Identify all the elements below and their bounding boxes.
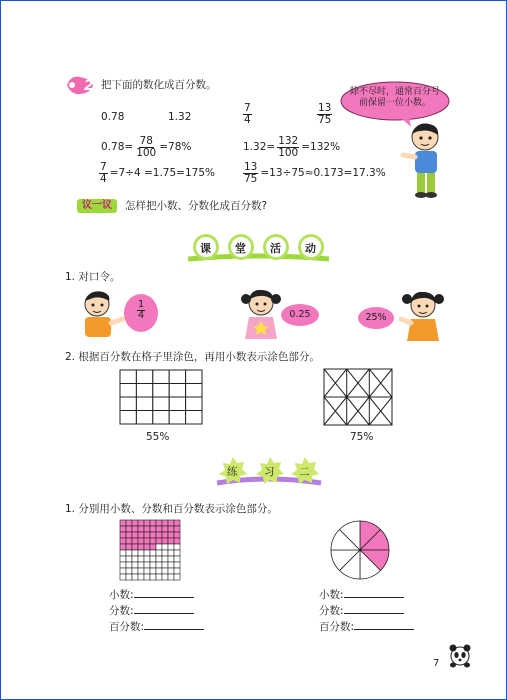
grid-cell-shaded: [150, 538, 156, 544]
grid-cell: [120, 550, 126, 556]
grid-cell: [169, 397, 185, 411]
frac-den: 75: [318, 113, 332, 126]
grid-cell: [138, 574, 144, 580]
grid-cell: [138, 556, 144, 562]
discuss-text: 怎样把小数、分数化成百分数?: [125, 199, 268, 212]
grid-cell: [150, 550, 156, 556]
grid-cell: [136, 397, 152, 411]
grid-cell: [153, 384, 169, 398]
grid-cell-shaded: [126, 526, 132, 532]
grid-cell: [162, 556, 168, 562]
answer-blank[interactable]: [144, 620, 204, 630]
grid-cell: [156, 556, 162, 562]
banner-char: 习: [264, 466, 275, 478]
banner-char: 课: [200, 242, 211, 255]
grid-cell-shaded: [174, 526, 180, 532]
grid-cell: [144, 574, 150, 580]
grid-cell: [156, 544, 162, 550]
activity-item-1: 1. 对口令。: [65, 271, 121, 283]
frac-num: 13: [318, 102, 332, 114]
grid-cell-shaded: [168, 526, 174, 532]
grid-cell: [136, 411, 152, 425]
grid-cell-shaded: [168, 532, 174, 538]
grid-cell: [156, 574, 162, 580]
kid-girl2-illustration: [399, 289, 447, 347]
expr: 0.78=: [101, 140, 134, 153]
q2-solution-2: [243, 136, 340, 158]
grid-cell-shaded: [132, 520, 138, 526]
expr: =78%: [159, 140, 192, 153]
grid-cell: [174, 556, 180, 562]
grid-cell-shaded: [120, 526, 126, 532]
grid-cell-shaded: [138, 526, 144, 532]
frac-den: 4: [137, 310, 145, 321]
grid-cell-shaded: [174, 538, 180, 544]
grid-cell: [168, 568, 174, 574]
grid-cell-shaded: [132, 538, 138, 544]
grid-cell-shaded: [150, 544, 156, 550]
grid-cell-shaded: [132, 544, 138, 550]
discuss-tag: 议一议: [77, 199, 117, 213]
speech-text: 除不尽时，通常百分号前保留一位小数。: [349, 87, 440, 109]
frac-den: 100: [278, 146, 299, 159]
grid-cell: [156, 562, 162, 568]
grid-cell: [144, 568, 150, 574]
grid-cell: [126, 550, 132, 556]
grid-cell: [174, 562, 180, 568]
grid-cell: [150, 562, 156, 568]
grid-cell: [162, 550, 168, 556]
grid-cell: [126, 574, 132, 580]
grid-cell: [150, 568, 156, 574]
grid-cell: [120, 397, 136, 411]
kid-boy-illustration: [77, 289, 127, 345]
label-75: 75%: [350, 431, 374, 443]
bubble-percent-text: 25%: [365, 312, 387, 323]
grid-cell: [168, 562, 174, 568]
grid-cell-shaded: [144, 520, 150, 526]
grid-cell: [169, 370, 185, 384]
grid-cell-shaded: [138, 544, 144, 550]
grid-cell-shaded: [144, 538, 150, 544]
frac-num: 7: [244, 102, 251, 114]
speech-bubble: [339, 81, 451, 121]
grid-cell-shaded: [144, 526, 150, 532]
answer-label: 百分数:: [319, 621, 355, 633]
grid-cell: [138, 550, 144, 556]
boy-illustration: [399, 121, 449, 203]
question-number-icon: [63, 73, 97, 97]
grid-cell: [138, 562, 144, 568]
bubble-decimal-text: 0.25: [289, 309, 311, 320]
grid-cell-shaded: [138, 520, 144, 526]
grid-cell: [168, 550, 174, 556]
grid-cell-shaded: [150, 520, 156, 526]
grid-cell: [174, 568, 180, 574]
hundred-grid: [119, 519, 181, 581]
answer-fraction-left: [109, 604, 194, 618]
grid-cell-shaded: [162, 520, 168, 526]
grid-cell-shaded: [150, 532, 156, 538]
q2-item-2: 1.32: [168, 111, 192, 123]
grid-cell: [162, 544, 168, 550]
answer-blank[interactable]: [354, 620, 414, 630]
bubble-decimal: [280, 303, 320, 327]
grid-cell: [126, 562, 132, 568]
grid-cell: [150, 574, 156, 580]
q2-item-1: 0.78: [101, 111, 125, 123]
grid-cell: [138, 568, 144, 574]
banner-char: 堂: [235, 242, 246, 255]
grid-55: [119, 369, 203, 425]
grid-cell: [132, 568, 138, 574]
grid-cell-shaded: [156, 538, 162, 544]
grid-cell-shaded: [156, 526, 162, 532]
banner-char: 动: [305, 242, 316, 255]
grid-cell: [156, 550, 162, 556]
grid-cell: [153, 411, 169, 425]
grid-cell-shaded: [162, 532, 168, 538]
answer-label: 分数:: [319, 605, 344, 617]
frac-den: 4: [100, 172, 107, 185]
grid-cell: [144, 550, 150, 556]
grid-cell: [186, 397, 202, 411]
grid-cell-shaded: [156, 520, 162, 526]
frac-num: 78: [139, 135, 153, 147]
activity-banner: [186, 231, 331, 267]
q2-item-4: [317, 103, 332, 125]
grid-cell: [162, 562, 168, 568]
q2-solution-3: [99, 162, 215, 184]
frac-den: 100: [136, 146, 157, 159]
badge-number: 2: [84, 78, 94, 94]
grid-cell-shaded: [138, 538, 144, 544]
grid-cell-shaded: [168, 538, 174, 544]
grid-cell: [120, 411, 136, 425]
grid-cell: [162, 568, 168, 574]
q2-item-3: [243, 103, 252, 125]
answer-decimal-right: [319, 588, 404, 602]
grid-cell-shaded: [144, 532, 150, 538]
grid-cell-shaded: [132, 526, 138, 532]
grid-cell-shaded: [162, 526, 168, 532]
answer-blank[interactable]: [344, 588, 404, 598]
practice-banner: [213, 453, 323, 493]
grid-cell: [169, 411, 185, 425]
expr: =13÷75≈0.173=17.3%: [260, 166, 386, 179]
grid-cell: [168, 556, 174, 562]
answer-percent-right: [319, 620, 414, 634]
grid-cell: [126, 556, 132, 562]
grid-cell: [120, 556, 126, 562]
banner-char: 二: [299, 466, 310, 478]
answer-label: 小数:: [319, 589, 344, 601]
banner-char: 活: [270, 242, 281, 255]
grid-cell: [156, 568, 162, 574]
frac-num: 1: [137, 299, 145, 310]
banner-char: 练: [227, 466, 238, 478]
grid-cell: [120, 574, 126, 580]
practice-item-1: 1. 分别用小数、分数和百分数表示涂色部分。: [65, 503, 278, 515]
grid-cell: [169, 384, 185, 398]
grid-cell-shaded: [174, 520, 180, 526]
expr: =7÷4 =1.75=175%: [109, 166, 215, 179]
grid-cell: [168, 574, 174, 580]
discuss-row: [77, 199, 267, 213]
grid-cell: [162, 574, 168, 580]
grid-cell: [136, 384, 152, 398]
answer-blank[interactable]: [134, 588, 194, 598]
grid-cell: [144, 556, 150, 562]
grid-cell: [132, 550, 138, 556]
grid-cell-shaded: [120, 538, 126, 544]
grid-cell: [168, 544, 174, 550]
grid-cell: [120, 370, 136, 384]
grid-cell-shaded: [126, 532, 132, 538]
expr: =132%: [301, 140, 341, 153]
grid-cell-shaded: [120, 532, 126, 538]
answer-blank[interactable]: [344, 604, 404, 614]
frac-den: 4: [244, 113, 251, 126]
grid-cell-shaded: [120, 544, 126, 550]
grid-cell-shaded: [156, 532, 162, 538]
grid-cell: [174, 550, 180, 556]
grid-cell-shaded: [126, 538, 132, 544]
grid-cell-shaded: [126, 520, 132, 526]
frac-num: 13: [244, 161, 258, 173]
answer-blank[interactable]: [134, 604, 194, 614]
grid-cell: [120, 562, 126, 568]
activity-item-2: 2. 根据百分数在格子里涂色，再用小数表示涂色部分。: [65, 351, 320, 363]
grid-cell-shaded: [144, 544, 150, 550]
grid-cell: [132, 556, 138, 562]
grid-cell-shaded: [168, 520, 174, 526]
grid-cell: [174, 574, 180, 580]
frac-num: 7: [100, 161, 107, 173]
answer-label: 百分数:: [109, 621, 145, 633]
grid-cell: [144, 562, 150, 568]
label-55: 55%: [146, 431, 170, 443]
square-75: [323, 368, 393, 426]
q2-prompt: 把下面的数化成百分数。: [101, 79, 217, 91]
expr: 1.32=: [243, 140, 276, 153]
grid-cell: [150, 556, 156, 562]
grid-cell-shaded: [126, 544, 132, 550]
grid-cell: [174, 544, 180, 550]
grid-cell: [186, 370, 202, 384]
grid-cell-shaded: [174, 532, 180, 538]
answer-percent-left: [109, 620, 204, 634]
page-number: 7: [433, 658, 440, 669]
grid-cell-shaded: [138, 532, 144, 538]
grid-cell: [132, 574, 138, 580]
grid-cell: [153, 397, 169, 411]
frac-den: 75: [244, 172, 258, 185]
grid-cell-shaded: [120, 520, 126, 526]
grid-cell-shaded: [132, 532, 138, 538]
grid-cell: [153, 370, 169, 384]
q2-solution-1: [101, 136, 191, 158]
frac-num: 132: [278, 135, 299, 147]
q2-solution-4: [243, 162, 386, 184]
grid-cell: [136, 370, 152, 384]
grid-cell-shaded: [162, 538, 168, 544]
answer-fraction-right: [319, 604, 404, 618]
grid-cell: [186, 411, 202, 425]
bubble-percent: [357, 306, 395, 330]
question-badge: [63, 73, 97, 101]
grid-cell: [120, 384, 136, 398]
grid-cell-shaded: [150, 526, 156, 532]
panda-icon: [447, 643, 473, 673]
bubble-fraction: [123, 293, 159, 333]
grid-cell: [120, 568, 126, 574]
answer-decimal-left: [109, 588, 194, 602]
grid-cell: [132, 562, 138, 568]
answer-label: 小数:: [109, 589, 134, 601]
pie-eighths: [329, 519, 391, 581]
grid-cell: [126, 568, 132, 574]
answer-label: 分数:: [109, 605, 134, 617]
grid-cell: [186, 384, 202, 398]
